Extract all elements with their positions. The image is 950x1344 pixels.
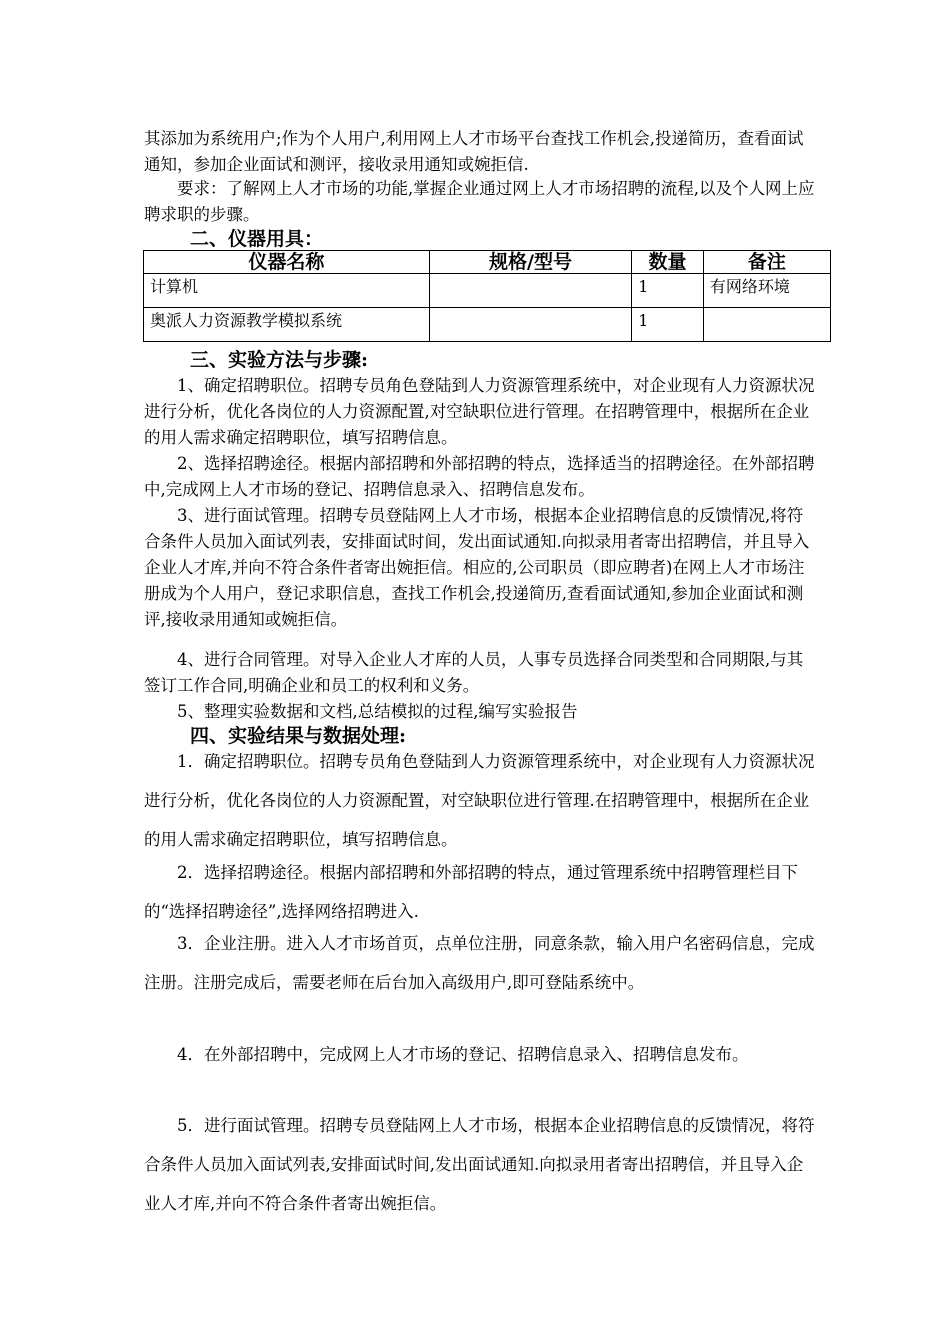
- intro-paragraph-1: 其添加为系统用户;作为个人用户,利用网上人才市场平台查找工作机会,投递简历，查看面试通知，参加企业面试和测评，接收录用通知或婉拒信.: [144, 129, 804, 174]
- method-step-2: 2、选择招聘途径。根据内部招聘和外部招聘的特点，选择适当的招聘途径。在外部招聘中,完成网上人才市场的登记、招聘信息录入、招聘信息发布。: [144, 454, 815, 499]
- result-item-3: 3．企业注册。进入人才市场首页，点单位注册，同意条款，输入用户名密码信息，完成注册。注册完成后，需要老师在后台加入高级用户,即可登陆系统中。: [144, 934, 815, 992]
- table-cell: 奥派人力资源教学模拟系统: [144, 308, 430, 342]
- instruments-table: [143, 250, 831, 342]
- method-step-3: 3、进行面试管理。招聘专员登陆网上人才市场，根据本企业招聘信息的反馈情况,将符合条件人员加入面试列表，安排面试时间，发出面试通知.向拟录用者寄出招聘信，并且导入企业人才库,并向不符合条件者寄出婉拒信。相应的,公司职员（即应聘者)在网上人才市场注册成为个人用户，登记求职信息，查找工作机会,投递简历,查看面试通知,参加企业面试和测评,接收录用通知或婉拒信。: [144, 506, 810, 629]
- section-heading-results: 四、实验结果与数据处理:: [190, 725, 407, 747]
- table-header-qty: 数量: [632, 251, 704, 274]
- method-step-5: 5、整理实验数据和文档,总结模拟的过程,编写实验报告: [177, 702, 578, 721]
- table-cell: [429, 274, 631, 308]
- result-item-5: 5．进行面试管理。招聘专员登陆网上人才市场，根据本企业招聘信息的反馈情况，将符合条件人员加入面试列表,安排面试时间,发出面试通知.向拟录用者寄出招聘信，并且导入企业人才库,并向不符合条件者寄出婉拒信。: [144, 1116, 815, 1213]
- table-cell: 1: [632, 308, 704, 342]
- table-header-spec: 规格/型号: [429, 251, 631, 274]
- table-cell: 计算机: [144, 274, 430, 308]
- section-heading-instruments: 二、仪器用具：: [190, 228, 324, 250]
- method-step-4: 4、进行合同管理。对导入企业人才库的人员，人事专员选择合同类型和合同期限,与其签订工作合同,明确企业和员工的权利和义务。: [144, 650, 804, 695]
- result-item-4: 4．在外部招聘中，完成网上人才市场的登记、招聘信息录入、招聘信息发布。: [177, 1045, 749, 1064]
- table-row: [144, 274, 831, 308]
- table-header-note: 备注: [703, 251, 830, 274]
- table-cell: 1: [632, 274, 704, 308]
- table-cell: 有网络环境: [703, 274, 830, 308]
- method-step-1: 1、确定招聘职位。招聘专员角色登陆到人力资源管理系统中，对企业现有人力资源状况进行分析，优化各岗位的人力资源配置,对空缺职位进行管理。在招聘管理中，根据所在企业的用人需求确定招聘职位，填写招聘信息。: [144, 376, 815, 447]
- table-cell: [429, 308, 631, 342]
- result-item-2: 2．选择招聘途径。根据内部招聘和外部招聘的特点，通过管理系统中招聘管理栏目下的“选择招聘途径”,选择网络招聘进入.: [144, 863, 798, 921]
- table-cell: [703, 308, 830, 342]
- result-item-1: 1．确定招聘职位。招聘专员角色登陆到人力资源管理系统中，对企业现有人力资源状况进行分析，优化各岗位的人力资源配置，对空缺职位进行管理.在招聘管理中，根据所在企业的用人需求确定招聘职位，填写招聘信息。: [144, 752, 815, 849]
- table-row: [144, 308, 831, 342]
- table-header-row: [144, 251, 831, 274]
- table-header-name: 仪器名称: [144, 251, 430, 274]
- intro-paragraph-requirements: 要求：了解网上人才市场的功能,掌握企业通过网上人才市场招聘的流程,以及个人网上应聘求职的步骤。: [144, 179, 815, 224]
- section-heading-methods: 三、实验方法与步骤:: [190, 349, 369, 371]
